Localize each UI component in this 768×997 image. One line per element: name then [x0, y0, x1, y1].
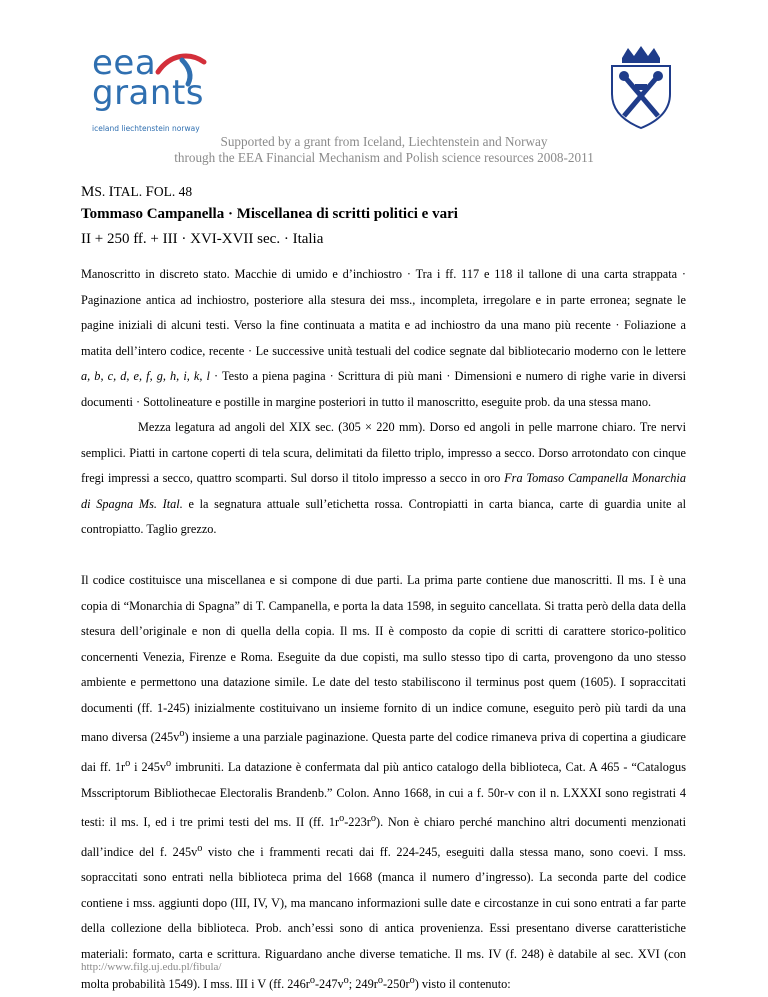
binding-paragraph: Mezza legatura ad angoli del XIX sec. (305 × 220 mm). Dorso ed angoli in pelle marrone chiaro. Tre nervi semplici. Piatti in cartone coperti di tela scura, delimitati da filetto triplo, impresso a secco. Dorso arrotondato con cinque fregi impressi a secco, quattro scomparti. Sul dorso il titolo impresso a secco in oro	[81, 420, 686, 486]
eea-wordmark-line1: eea	[92, 43, 157, 83]
university-crest-icon	[606, 44, 676, 130]
work-title: Tommaso Campanella · Miscellanea di scritti politici e vari	[81, 206, 458, 222]
shelfmark: MS. ITAL. FOL. 48	[81, 184, 193, 200]
support-line-1: Supported by a grant from Iceland, Liechtenstein and Norway	[220, 134, 548, 149]
description-paragraph: Manoscritto in discreto stato. Macchie di umido e d’inchiostro · Tra i ff. 117 e 118 il tallone di una carta strappata · Paginazione antica ad inchiostro, posteriore alla stesura dei mss., incompleta, irregolare e in parte erronea; segnate le pagine iniziali di alcuni testi. Verso la fine continuata a matita e ad inchiostro da una mano più recente · Foliazione a matita dell’intero codice, recente · Le successive unità testuali del codice segnate dal bibliotecario moderno con le lettere a, b, c, d, e, f, g, h, i, k, l · Testo a piena pagina · Scrittura di più mani · Dimensioni e numero di righe varie in diversi documenti · Sottolineature e postille in margine posteriori in tutto il manoscritto, eseguite prob. da una stessa mano. Mezza legatura ad angoli del XIX sec. (305 × 220 mm). Dorso ed angoli in pelle marrone chiaro. Tre nervi semplici. Piatti in cartone coperti di tela scura, delimitati da filetto triplo, impresso a secco. Dorso arrotondato con cinque fregi impressi a secco, quattro scomparti. Sul dorso il titolo impresso a secco in oro Fra Tomaso Campanella Monarchia di Spagna Ms. Ital. e la segnatura attuale sull’etichetta rossa. Contropiatti in carta bianca, carte di guardia unite al contropiatto. Taglio grezzo.	[81, 267, 687, 537]
eea-grants-logo	[92, 43, 212, 134]
support-line-2: through the EEA Financial Mechanism and Polish science resources 2008-2011	[174, 150, 594, 165]
eea-swoosh-icon	[154, 48, 214, 88]
eea-wordmark-line2: grants	[92, 73, 204, 113]
footer-url-link[interactable]: http://www.filg.uj.edu.pl/fibula/	[81, 961, 222, 973]
history-paragraph: Il codice costituisce una miscellanea e si compone di due parti. La prima parte contiene due manoscritti. Il ms. I è una copia di “Monarchia di Spagna” di T. Campanella, e porta la data 1598, in seguito cancellata. Si tratta però della data della stesura dell’originale e non di quella della copia. Il ms. II è composto da copie di scritti di carattere storico-politico concernenti Venezia, Firenze e Roma. Eseguite da due copisti, ma sullo stesso tipo di carta, provengono da uno stesso ambiente e permettono una datazione simile. Le date del testo stabiliscono il terminus post quem (1605). I sopraccitati documenti (ff. 1-245) inizialmente costituivano un insieme fornito di un indice comune, eseguito però più tardi da una mano diversa $(245v^o)$ insieme a una parziale paginazione. Questa parte del codice rimaneva priva di copertina a giudicare dai ff. $1r^o$ i $245v^o$ imbruniti. La datazione è confermata dal più antico catalogo della biblioteca, Cat. A 465 - “Catalogus Msscriptorum Bibliothecae Electoralis Brandenb.” Colon. Anno 1668, in cui a f. 50r-v con il n. LXXXI sono registrati 4 testi: il ms. I, ed i tre primi testi del ms. II (ff. $1r^o-223r^o$). Non è chiaro perché manchino altri documenti menzionati dall’indice del f. $245v^o$ visto che i frammenti recati dai ff. 224-245, eseguiti dalla stessa mano, sono coevi. I mss. sopraccitati sono entrati nella biblioteca prima del 1668 (manca il numero d’ingresso). La seconda parte del codice contiene i mss. aggiunti dopo (III, IV, V), ma mancano informazioni sulle date e circostanze in cui sono entrati a far parte della collezione della biblioteca. Prob. anch’essi sono di antica provenienza. Essi presentano diverse caratteristiche materiali: formato, carta e scrittura. Riguardano anche diverse tematiche. Il ms. IV (f. 248) è databile al sec. XVI (con molta probabilità 1549). I mss. III i V (ff. $246r^o-247v^o$; $249r^o-250r^o$) visto il contenuto:	[81, 573, 687, 991]
eea-tagline: iceland liechtenstein norway	[92, 124, 200, 133]
physical-summary: II + 250 ff. + III · XVI-XVII sec. · Italia	[81, 231, 324, 247]
page-header	[0, 0, 768, 170]
